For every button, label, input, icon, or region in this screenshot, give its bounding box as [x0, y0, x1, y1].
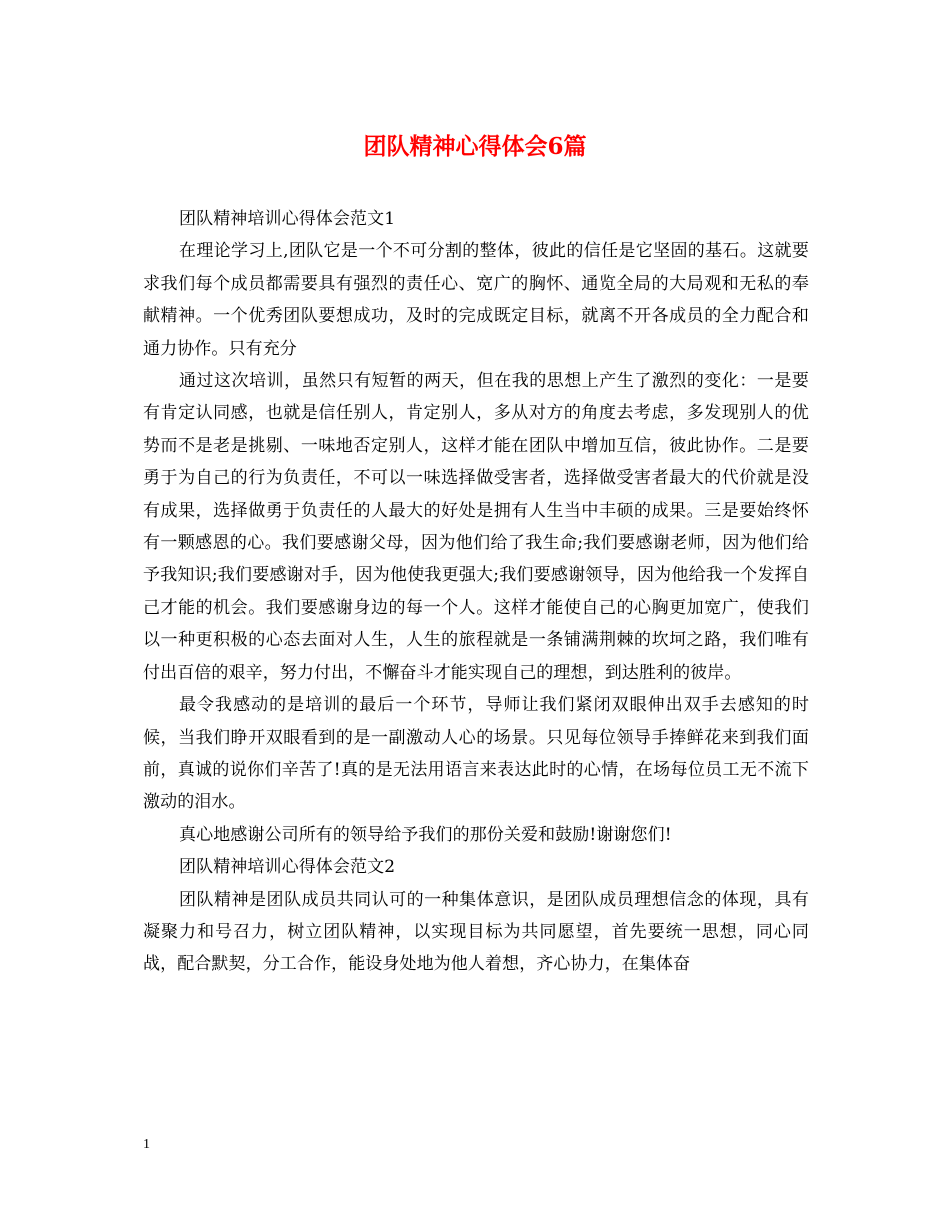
page-number: 1: [143, 1137, 150, 1152]
paragraph: 在理论学习上,团队它是一个不可分割的整体，彼此的信任是它坚固的基石。这就要求我们每个成员都需要具有强烈的责任心、宽广的胸怀、通览全局的大局观和无私的奉献精神。一个优秀团队要想成功，及时的完成既定目标，就离不开各成员的全力配合和通力协作。只有充分: [143, 241, 809, 359]
document-body: [143, 203, 809, 981]
paragraph: 通过这次培训，虽然只有短暂的两天，但在我的思想上产生了激烈的变化：一是要有肯定认同感，也就是信任别人，肯定别人，多从对方的角度去考虑，多发现别人的优势而不是老是挑剔、一味地否定别人，这样才能在团队中增加互信，彼此协作。二是要勇于为自己的行为负责任，不可以一味选择做受害者，选择做受害者最大的代价就是没有成果，选择做勇于负责任的人最大的好处是拥有人生当中丰硕的成果。三是要始终怀有一颗感恩的心。我们要感谢父母，因为他们给了我生命;我们要感谢老师，因为他们给予我知识;我们要感谢对手，因为他使我更强大;我们要感谢领导，因为他给我一个发挥自己才能的机会。我们要感谢身边的每一个人。这样才能使自己的心胸更加宽广，使我们以一种更积极的心态去面对人生，人生的旅程就是一条铺满荆棘的坎坷之路，我们唯有付出百倍的艰辛，努力付出，不懈奋斗才能实现自己的理想，到达胜利的彼岸。: [143, 371, 809, 683]
section-heading-2: 团队精神培训心得体会范文2: [179, 857, 396, 878]
paragraph: 团队精神是团队成员共同认可的一种集体意识，是团队成员理想信念的体现，具有凝聚力和号召力，树立团队精神，以实现目标为共同愿望，首先要统一思想，同心同战，配合默契，分工合作，能设身处地为他人着想，齐心协力，在集体奋: [143, 889, 809, 975]
page-title: 团队精神心得体会6篇: [363, 133, 587, 160]
paragraph: 真心地感谢公司所有的领导给予我们的那份关爱和鼓励!谢谢您们!: [179, 824, 672, 845]
paragraph: 最令我感动的是培训的最后一个环节，导师让我们紧闭双眼伸出双手去感知的时候，当我们睁开双眼看到的是一副激动人心的场景。只见每位领导手捧鲜花来到我们面前，真诚的说你们辛苦了!真的是无法用语言来表达此时的心情，在场每位员工无不流下激动的泪水。: [143, 695, 809, 813]
section-heading-1: 团队精神培训心得体会范文1: [179, 209, 396, 229]
